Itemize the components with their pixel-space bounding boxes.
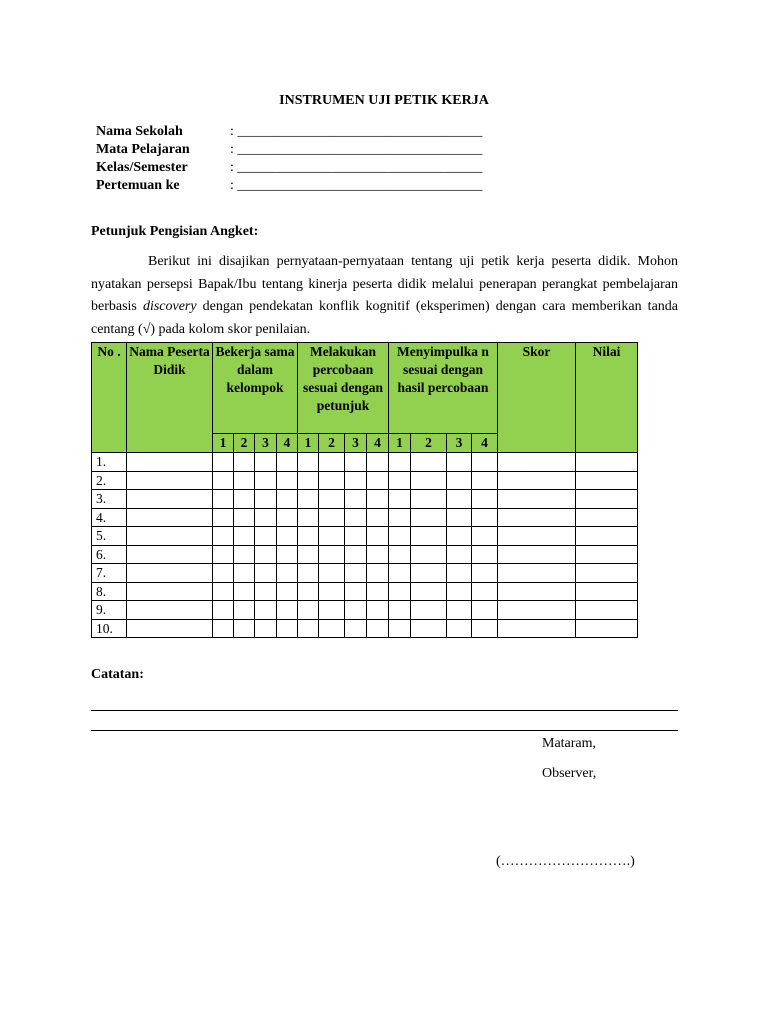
score-cell[interactable] [389,564,411,583]
score-cell[interactable] [389,471,411,490]
score-cell[interactable] [234,471,255,490]
score-cell[interactable] [319,471,345,490]
score-cell[interactable] [319,453,345,472]
score-cell[interactable] [411,508,447,527]
nama-cell[interactable] [127,564,213,583]
table-row [92,582,638,601]
score-cell[interactable] [277,619,298,638]
skor-cell[interactable] [498,545,576,564]
score-cell[interactable] [319,564,345,583]
score-cell[interactable] [298,545,319,564]
score-cell[interactable] [298,619,319,638]
score-cell[interactable] [319,527,345,546]
skor-cell[interactable] [498,508,576,527]
field-mata-pelajaran [96,141,482,159]
score-cell[interactable] [447,564,472,583]
score-cell[interactable] [389,508,411,527]
identity-fields [96,123,482,195]
scale-1: 1 [213,434,234,453]
nama-cell[interactable] [127,490,213,509]
row-number: 6. [92,545,127,564]
score-cell[interactable] [411,564,447,583]
header-melakukan: Melakukan percobaan sesuai dengan petunjuk [298,343,389,434]
notes-heading: Catatan: [91,667,144,682]
nilai-cell[interactable] [576,508,638,527]
score-cell[interactable] [411,471,447,490]
nilai-cell[interactable] [576,471,638,490]
score-cell[interactable] [472,471,498,490]
nama-cell[interactable] [127,601,213,620]
score-cell[interactable] [389,601,411,620]
nama-cell[interactable] [127,453,213,472]
skor-cell[interactable] [498,471,576,490]
field-label: Pertemuan ke [96,178,180,193]
score-cell[interactable] [234,508,255,527]
score-cell[interactable] [472,601,498,620]
nilai-cell[interactable] [576,564,638,583]
signature-name-placeholder: (……………………….) [496,854,635,869]
score-cell[interactable] [345,508,367,527]
field-label: Kelas/Semester [96,160,188,175]
field-label: Mata Pelajaran [96,142,190,157]
skor-cell[interactable] [498,527,576,546]
score-cell[interactable] [411,619,447,638]
score-cell[interactable] [255,527,277,546]
score-cell[interactable] [447,582,472,601]
scale-1: 1 [298,434,319,453]
header-menyimpulkan: Menyimpulka n sesuai dengan hasil percobaan [389,343,498,434]
score-cell[interactable] [319,619,345,638]
nama-cell[interactable] [127,582,213,601]
score-cell[interactable] [234,619,255,638]
score-cell[interactable] [345,545,367,564]
instructions-text-italic: discovery [142,299,197,314]
score-cell[interactable] [255,601,277,620]
score-cell[interactable] [298,490,319,509]
score-cell[interactable] [213,471,234,490]
score-cell[interactable] [213,564,234,583]
score-cell[interactable] [367,508,389,527]
scale-2: 2 [234,434,255,453]
score-cell[interactable] [447,453,472,472]
score-cell[interactable] [319,601,345,620]
score-cell[interactable] [472,545,498,564]
nilai-cell[interactable] [576,601,638,620]
score-cell[interactable] [255,508,277,527]
score-cell[interactable] [389,545,411,564]
header-no: No . [92,343,127,453]
row-number: 5. [92,527,127,546]
score-cell[interactable] [319,582,345,601]
skor-cell[interactable] [498,619,576,638]
document-title: INSTRUMEN UJI PETIK KERJA [279,93,489,108]
scale-2: 2 [411,434,447,453]
nama-cell[interactable] [127,619,213,638]
score-cell[interactable] [298,527,319,546]
nama-cell[interactable] [127,471,213,490]
field-blank[interactable]: : ___________________________________ [230,142,483,157]
field-nama-sekolah [96,123,482,141]
score-cell[interactable] [277,508,298,527]
score-cell[interactable] [255,582,277,601]
nilai-cell[interactable] [576,545,638,564]
score-cell[interactable] [447,490,472,509]
row-number: 10. [92,619,127,638]
instructions-text-1: Berikut ini disajikan pernyataan-pernyataan tentang uji petik kerja peserta didik. Mohon nyatakan persepsi Bapak/Ibu tentang kinerja peserta didik melalui penerapan perangkat pembelajaran berbasis [91,254,678,314]
score-cell[interactable] [367,471,389,490]
score-cell[interactable] [319,508,345,527]
score-cell[interactable] [345,564,367,583]
row-number: 9. [92,601,127,620]
scale-1: 1 [389,434,411,453]
table-row [92,527,638,546]
score-cell[interactable] [277,564,298,583]
score-cell[interactable] [298,601,319,620]
notes-line[interactable] [91,710,678,711]
nilai-cell[interactable] [576,453,638,472]
score-cell[interactable] [472,564,498,583]
row-number: 8. [92,582,127,601]
score-cell[interactable] [234,453,255,472]
score-cell[interactable] [345,490,367,509]
score-cell[interactable] [255,471,277,490]
row-number: 3. [92,490,127,509]
score-cell[interactable] [345,453,367,472]
field-kelas-semester [96,159,482,177]
score-cell[interactable] [367,545,389,564]
score-cell[interactable] [213,582,234,601]
score-cell[interactable] [213,508,234,527]
score-cell[interactable] [213,601,234,620]
scale-3: 3 [345,434,367,453]
score-cell[interactable] [277,582,298,601]
score-cell[interactable] [345,471,367,490]
field-blank[interactable]: : ___________________________________ [230,160,483,175]
score-cell[interactable] [255,619,277,638]
score-cell[interactable] [213,527,234,546]
nilai-cell[interactable] [576,527,638,546]
score-cell[interactable] [234,564,255,583]
table-body [92,453,638,638]
score-cell[interactable] [472,490,498,509]
score-cell[interactable] [298,508,319,527]
row-number: 7. [92,564,127,583]
score-cell[interactable] [472,527,498,546]
skor-cell[interactable] [498,453,576,472]
score-cell[interactable] [234,490,255,509]
score-cell[interactable] [411,545,447,564]
score-cell[interactable] [447,508,472,527]
nama-cell[interactable] [127,545,213,564]
scale-4: 4 [472,434,498,453]
field-pertemuan [96,177,482,195]
header-bekerja: Bekerja sama dalam kelompok [213,343,298,434]
nilai-cell[interactable] [576,619,638,638]
scale-3: 3 [255,434,277,453]
score-cell[interactable] [367,619,389,638]
skor-cell[interactable] [498,564,576,583]
score-cell[interactable] [367,453,389,472]
score-cell[interactable] [411,601,447,620]
table-row [92,508,638,527]
row-number: 1. [92,453,127,472]
assessment-table [91,342,638,638]
score-cell[interactable] [411,490,447,509]
score-cell[interactable] [213,490,234,509]
score-cell[interactable] [411,453,447,472]
scale-2: 2 [319,434,345,453]
skor-cell[interactable] [498,582,576,601]
score-cell[interactable] [367,490,389,509]
score-cell[interactable] [367,582,389,601]
score-cell[interactable] [213,545,234,564]
header-nama: Nama Peserta Didik [127,343,213,453]
score-cell[interactable] [234,527,255,546]
score-cell[interactable] [319,545,345,564]
score-cell[interactable] [234,601,255,620]
field-label: Nama Sekolah [96,124,183,139]
nama-cell[interactable] [127,508,213,527]
score-cell[interactable] [447,601,472,620]
score-cell[interactable] [389,490,411,509]
score-cell[interactable] [389,453,411,472]
instructions-heading: Petunjuk Pengisian Angket: [91,224,259,239]
field-blank[interactable]: : ___________________________________ [230,178,483,193]
score-cell[interactable] [255,545,277,564]
score-cell[interactable] [213,453,234,472]
score-cell[interactable] [472,619,498,638]
score-cell[interactable] [277,545,298,564]
score-cell[interactable] [345,619,367,638]
score-cell[interactable] [277,527,298,546]
score-cell[interactable] [345,601,367,620]
score-cell[interactable] [367,527,389,546]
score-cell[interactable] [298,564,319,583]
score-cell[interactable] [367,564,389,583]
nilai-cell[interactable] [576,582,638,601]
table-row [92,619,638,638]
table-row [92,601,638,620]
skor-cell[interactable] [498,601,576,620]
score-cell[interactable] [277,601,298,620]
score-cell[interactable] [298,582,319,601]
score-cell[interactable] [277,490,298,509]
scale-4: 4 [367,434,389,453]
notes-line[interactable] [91,730,678,731]
scale-4: 4 [277,434,298,453]
table-row [92,471,638,490]
score-cell[interactable] [389,619,411,638]
score-cell[interactable] [213,619,234,638]
score-cell[interactable] [472,582,498,601]
field-blank[interactable]: : ___________________________________ [230,124,483,139]
score-cell[interactable] [447,619,472,638]
table-row [92,490,638,509]
signature-role: Observer, [542,766,597,781]
row-number: 4. [92,508,127,527]
header-skor: Skor [498,343,576,453]
score-cell[interactable] [447,471,472,490]
scale-3: 3 [447,434,472,453]
score-cell[interactable] [447,545,472,564]
score-cell[interactable] [345,582,367,601]
score-cell[interactable] [298,453,319,472]
nama-cell[interactable] [127,527,213,546]
score-cell[interactable] [234,545,255,564]
score-cell[interactable] [472,508,498,527]
score-cell[interactable] [277,471,298,490]
instructions-text-2: dengan pendekatan konflik kognitif (eksperimen) dengan cara memberikan tanda centang (√) pada kolom skor penilaian. [91,299,678,337]
score-cell[interactable] [277,453,298,472]
skor-cell[interactable] [498,490,576,509]
score-cell[interactable] [255,453,277,472]
score-cell[interactable] [367,601,389,620]
table-header-row [92,343,638,434]
score-cell[interactable] [255,564,277,583]
instructions-paragraph [91,251,678,341]
score-cell[interactable] [411,582,447,601]
table-row [92,564,638,583]
row-number: 2. [92,471,127,490]
score-cell[interactable] [411,527,447,546]
score-cell[interactable] [319,490,345,509]
score-cell[interactable] [472,453,498,472]
score-cell[interactable] [345,527,367,546]
score-cell[interactable] [255,490,277,509]
signature-place: Mataram, [542,736,597,751]
score-cell[interactable] [389,527,411,546]
nilai-cell[interactable] [576,490,638,509]
score-cell[interactable] [298,471,319,490]
score-cell[interactable] [389,582,411,601]
table-row [92,545,638,564]
score-cell[interactable] [447,527,472,546]
score-cell[interactable] [234,582,255,601]
table-row [92,453,638,472]
header-nilai: Nilai [576,343,638,453]
